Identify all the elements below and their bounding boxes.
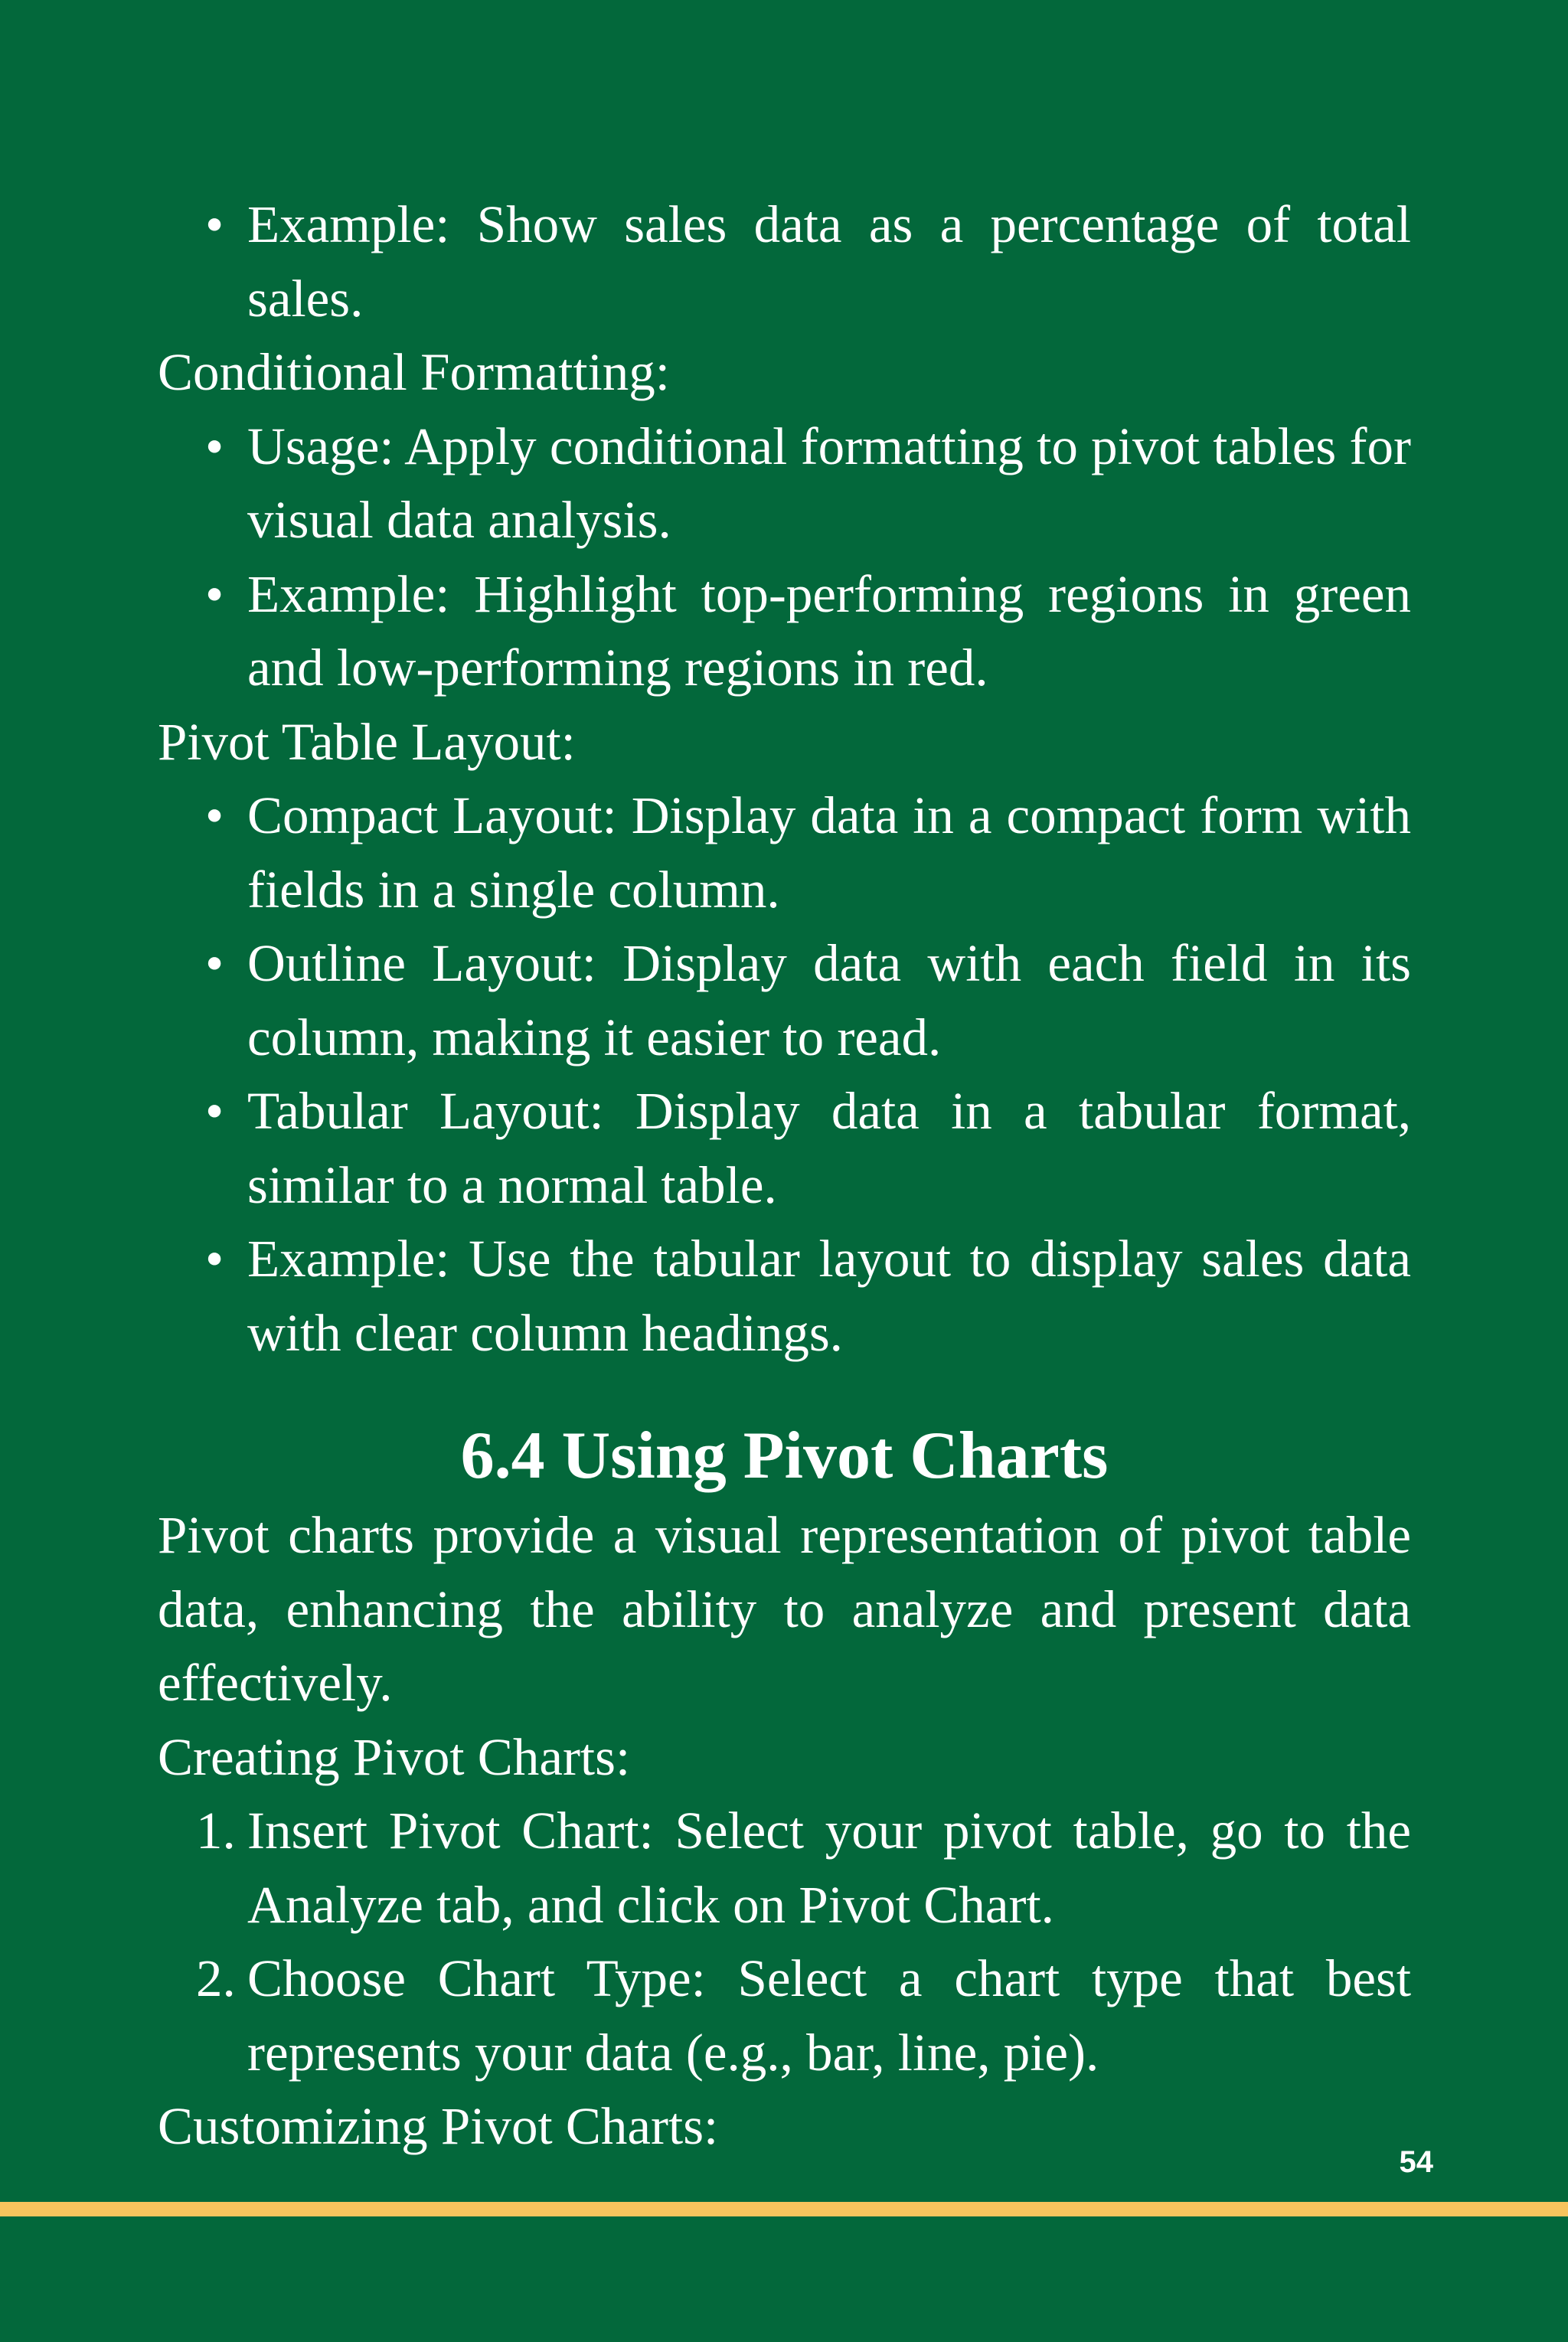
list-number: 2.	[196, 1949, 236, 2007]
subheading-conditional-formatting: Conditional Formatting:	[158, 343, 670, 401]
list-item	[158, 410, 1411, 557]
bullet-list	[158, 410, 1411, 705]
section-heading: 6.4 Using Pivot Charts	[460, 1419, 1109, 1493]
bullet-icon: •	[205, 786, 224, 844]
list-item-text: Tabular Layout: Display data in a tabular format, similar to a normal table.	[247, 1082, 1411, 1214]
page-number: 54	[1399, 2145, 1433, 2179]
subheading-creating-pivot-charts: Creating Pivot Charts:	[158, 1727, 631, 1786]
bullet-icon: •	[205, 934, 224, 992]
bullet-icon: •	[205, 195, 224, 253]
list-item	[158, 1222, 1411, 1370]
list-item	[158, 188, 1411, 335]
footer-divider	[0, 2202, 1568, 2216]
list-item-text: Compact Layout: Display data in a compact form with fields in a single column.	[247, 786, 1411, 919]
bullet-list	[158, 779, 1411, 1370]
list-item-text: Example: Show sales data as a percentage of total sales.	[247, 195, 1411, 328]
list-item-text: Insert Pivot Chart: Select your pivot table, go to the Analyze tab, and click on Pivot Chart.	[247, 1801, 1411, 1934]
bullet-icon: •	[205, 564, 224, 623]
bullet-icon: •	[205, 1082, 224, 1140]
intro-paragraph: Pivot charts provide a visual representation of pivot table data, enhancing the ability to analyze and present data effectively.	[158, 1506, 1411, 1712]
subheading-customizing-pivot-charts: Customizing Pivot Charts:	[158, 2097, 719, 2155]
bullet-icon: •	[205, 416, 224, 475]
list-item	[158, 1942, 1411, 2089]
list-item-text: Example: Use the tabular layout to display sales data with clear column headings.	[247, 1230, 1411, 1362]
bullet-list	[158, 188, 1411, 335]
numbered-list	[158, 1794, 1411, 2089]
bullet-icon: •	[205, 1230, 224, 1288]
list-item	[158, 1794, 1411, 1942]
list-item	[158, 926, 1411, 1074]
subheading-pivot-table-layout: Pivot Table Layout:	[158, 712, 576, 771]
list-item-text: Usage: Apply conditional formatting to pivot tables for visual data analysis.	[247, 416, 1411, 549]
list-number: 1.	[196, 1801, 236, 1860]
list-item	[158, 557, 1411, 705]
list-item-text: Choose Chart Type: Select a chart type that best represents your data (e.g., bar, line, pie).	[247, 1949, 1411, 2082]
page-content	[158, 188, 1411, 2164]
list-item	[158, 779, 1411, 926]
list-item-text: Outline Layout: Display data with each field in its column, making it easier to read.	[247, 934, 1411, 1066]
list-item-text: Example: Highlight top-performing regions in green and low-performing regions in red.	[247, 564, 1411, 697]
list-item	[158, 1074, 1411, 1222]
